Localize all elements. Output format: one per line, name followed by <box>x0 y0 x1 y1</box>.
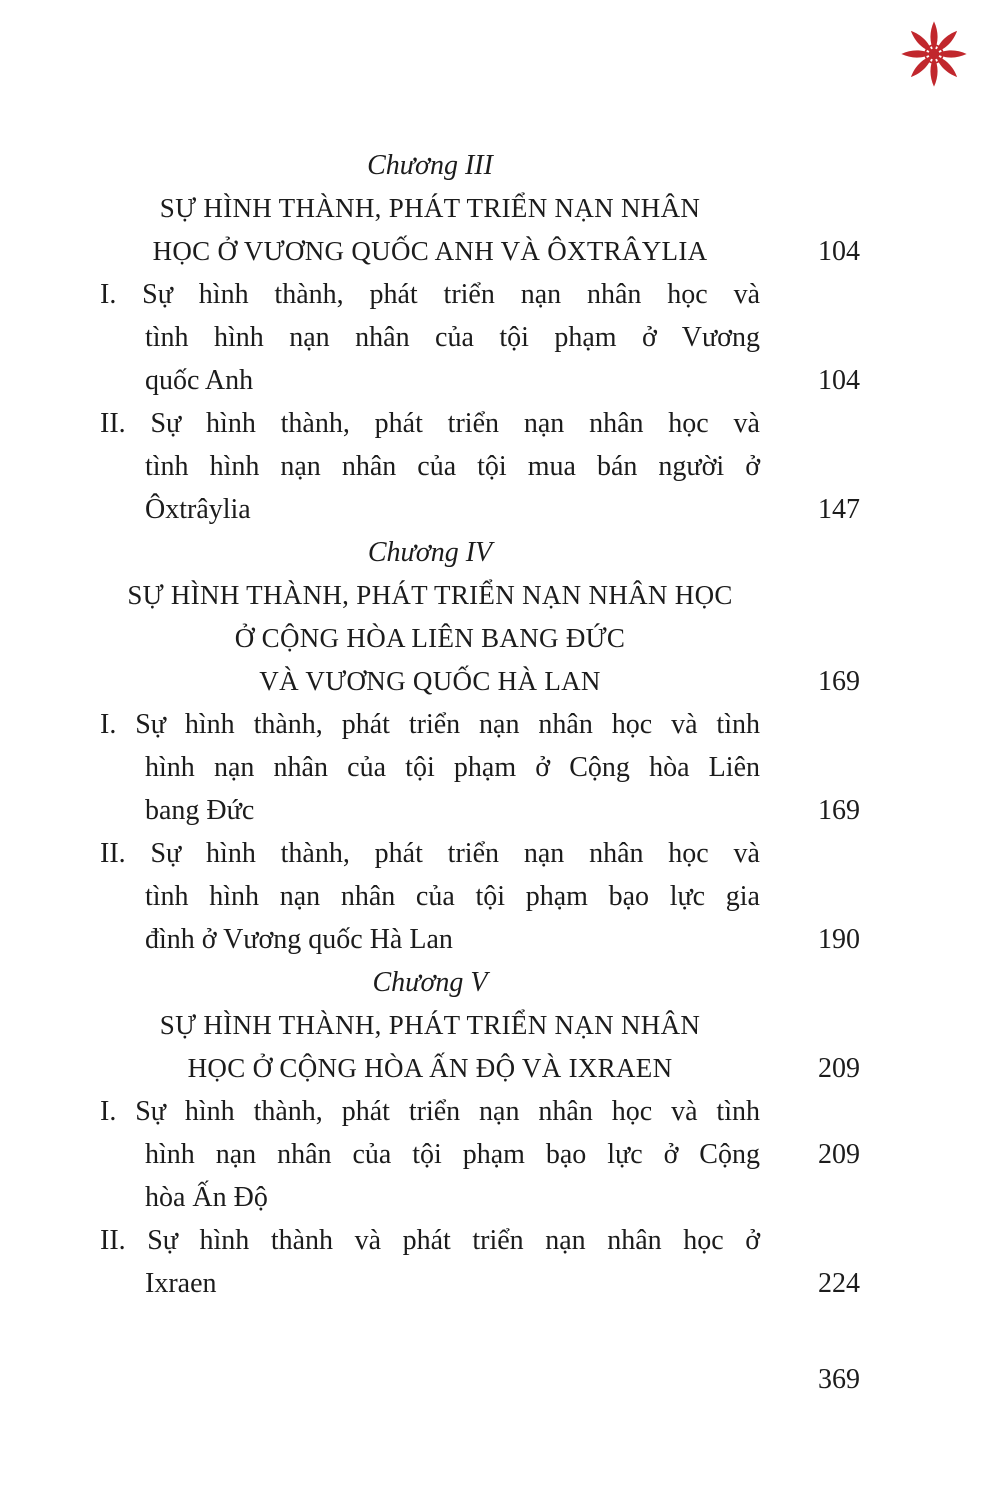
toc-row-item-cont <box>100 1133 860 1176</box>
toc-entry-page-number: 169 <box>818 795 860 826</box>
toc-row-title <box>100 1047 860 1090</box>
toc-entry-text: bang Đức <box>145 795 255 826</box>
toc-entry-text: SỰ HÌNH THÀNH, PHÁT TRIỂN NẠN NHÂN HỌC <box>127 580 733 610</box>
toc-entry-page-number: 209 <box>818 1053 860 1084</box>
toc-entry-text: I. Sự hình thành, phát triển nạn nhân học và tình <box>100 1096 760 1127</box>
toc-row-item-first <box>100 1219 860 1262</box>
toc-entry-text: quốc Anh <box>145 365 254 396</box>
toc-entry-text: tình hình nạn nhân của tội mua bán người ở <box>145 451 760 482</box>
toc-entry-text: VÀ VƯƠNG QUỐC HÀ LAN <box>259 666 601 696</box>
toc-entry-text: Ixraen <box>145 1268 217 1299</box>
toc-row-item-cont <box>100 1262 860 1305</box>
toc-entry-text: I. Sự hình thành, phát triển nạn nhân học và <box>100 279 760 310</box>
toc-row-item-cont <box>100 488 860 531</box>
toc-entry-text: HỌC Ở CỘNG HÒA ẤN ĐỘ VÀ IXRAEN <box>187 1053 673 1083</box>
toc-row-title <box>100 660 860 703</box>
toc-entry-text: tình hình nạn nhân của tội phạm bạo lực gia <box>145 881 760 912</box>
toc-row-title <box>100 230 860 273</box>
toc-entry-page-number: 147 <box>818 494 860 525</box>
toc-row-item-first <box>100 703 860 746</box>
toc-entry-text: Chương III <box>367 150 493 181</box>
toc-row-item-cont <box>100 316 860 359</box>
toc-entry-text: đình ở Vương quốc Hà Lan <box>145 924 453 955</box>
toc-entry-text: Ôxtrâylia <box>145 494 251 525</box>
toc-entry-page-number: 104 <box>818 365 860 396</box>
toc-entry-text: Chương V <box>372 967 488 998</box>
toc-entry-page-number: 104 <box>818 236 860 267</box>
toc-entry-page-number: 224 <box>818 1268 860 1299</box>
toc-row-chapter <box>100 144 860 187</box>
toc-row-item-first <box>100 1090 860 1133</box>
red-starburst-icon <box>900 20 968 88</box>
page-number: 369 <box>818 1364 860 1395</box>
toc-entry-text: SỰ HÌNH THÀNH, PHÁT TRIỂN NẠN NHÂN <box>159 1010 701 1040</box>
toc-entry-page-number: 169 <box>818 666 860 697</box>
toc-entry-text: SỰ HÌNH THÀNH, PHÁT TRIỂN NẠN NHÂN <box>159 193 701 223</box>
toc-row-title <box>100 617 860 660</box>
toc-row-item-cont <box>100 359 860 402</box>
toc-entry-text: hình nạn nhân của tội phạm bạo lực ở Cộng <box>145 1139 760 1170</box>
toc-entry-text: tình hình nạn nhân của tội phạm ở Vương <box>145 322 760 353</box>
toc-entry-text: II. Sự hình thành, phát triển nạn nhân học và <box>100 408 760 439</box>
toc-row-item-first <box>100 832 860 875</box>
toc-row-item-cont <box>100 1176 860 1219</box>
toc-entry-page-number: 209 <box>818 1139 860 1170</box>
toc-row-item-first <box>100 402 860 445</box>
toc-row-item-cont <box>100 789 860 832</box>
toc-row-chapter <box>100 531 860 574</box>
toc-entry-text: Chương IV <box>367 537 493 568</box>
toc-row-item-cont <box>100 918 860 961</box>
publisher-logo <box>900 20 968 88</box>
toc-entry-text: I. Sự hình thành, phát triển nạn nhân học và tình <box>100 709 760 740</box>
toc-entry-page-number: 190 <box>818 924 860 955</box>
toc-entry-text: II. Sự hình thành, phát triển nạn nhân học và <box>100 838 760 869</box>
toc-row-item-cont <box>100 746 860 789</box>
toc-entry-text: hình nạn nhân của tội phạm ở Cộng hòa Liên <box>145 752 760 783</box>
toc-row-title <box>100 187 860 230</box>
toc-row-item-cont <box>100 875 860 918</box>
toc-entry-text: II. Sự hình thành và phát triển nạn nhân học ở <box>100 1225 760 1256</box>
toc-entry-text: hòa Ấn Độ <box>145 1182 268 1213</box>
toc-entry-text: Ở CỘNG HÒA LIÊN BANG ĐỨC <box>234 623 626 653</box>
toc-row-item-cont <box>100 445 860 488</box>
toc-row-item-first <box>100 273 860 316</box>
toc-row-title <box>100 1004 860 1047</box>
toc-entry-text: HỌC Ở VƯƠNG QUỐC ANH VÀ ÔXTRÂYLIA <box>152 236 708 266</box>
toc-row-title <box>100 574 860 617</box>
table-of-contents <box>100 144 860 1305</box>
toc-row-chapter <box>100 961 860 1004</box>
